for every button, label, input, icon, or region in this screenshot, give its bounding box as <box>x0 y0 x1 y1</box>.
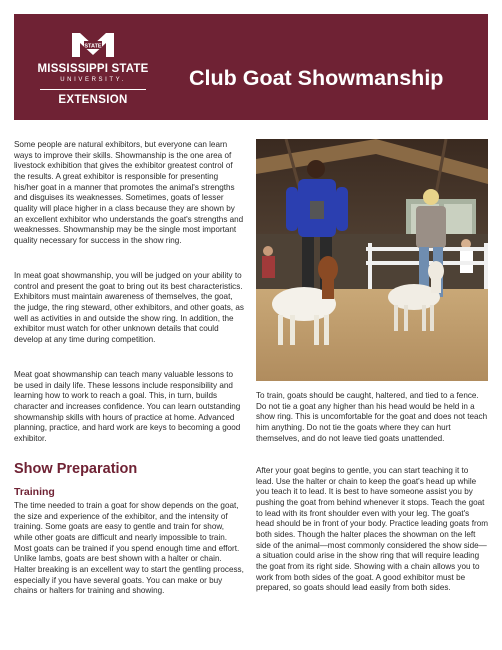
logo-divider <box>40 89 146 90</box>
m-state-logo-mark-icon <box>70 29 116 61</box>
intro-paragraph-3: Meat goat showmanship can teach many valuable lessons to be used in daily life. These lessons include responsibility and learning how to work to reach a goal. This, in turn, builds character and increases confidence. You can learn outstanding showmanship skills with hours of practice at home. Advanced planning, practice, and hard work are keys to becoming a good exhibitor. <box>14 370 241 443</box>
page-title: Club Goat Showmanship <box>189 66 444 90</box>
msu-extension-logo[interactable] <box>34 29 152 109</box>
intro-paragraph-1: Some people are natural exhibitors, but everyone can learn ways to improve their skills. Showmanship is the one area of livestock exhibition that gives the exhibitor greatest control of the results. A great exhibitor is responsible for presenting his/her goat in a manner that promotes the animal's strengths and disguises its weaknesses. Sometimes, goats of lesser quality will place higher in a class because they are shown by an excellent exhibitor who understands the goat's strengths and weaknesses. Showmanship may be the single most important quality necessary for success in the show ring. <box>14 140 244 245</box>
intro-paragraph-2: In meat goat showmanship, you will be judged on your ability to control and present the goat to bring out its best characteristics. Exhibitors must maintain awareness of themselves, the goat, the judge, the ring steward, other exhibitors, and other goats, as well as activities in and outside the show ring. In addition, the exhibitor must watch for other unknown details that could develop at any time during competition. <box>14 271 244 344</box>
show-ring-image <box>256 139 488 381</box>
right-paragraph-1: To train, goats should be caught, haltered, and tied to a fence. Do not tie a goat any higher than his head would be held in a show ring. This is uncomfortable for the goat and does not teach him anything. Do not tie the goats where they can hurt themselves, and do not leave tied goats unattended. <box>256 391 488 443</box>
section-heading-show-preparation: Show Preparation <box>14 461 138 477</box>
logo-university-name: MISSISSIPPI STATE <box>37 63 149 75</box>
logo-extension-label: EXTENSION <box>58 94 128 106</box>
goat-showmanship-photo <box>256 139 488 381</box>
header-banner <box>14 14 488 120</box>
svg-text:STATE: STATE <box>84 43 102 50</box>
logo-university-word: UNIVERSITY. <box>60 77 126 83</box>
subheading-training: Training <box>14 486 55 498</box>
right-paragraph-2: After your goat begins to gentle, you can start teaching it to lead. Use the halter or chain to keep the goat's head up while you teach it to lead. It is best to have someone assist you by pushing the goat from behind whenever it stops. Teach the goat to lead with its front shoulder even with your leg. The goat's head should be in front of your body. Practice leading goats from both sides. Though the halter places the showman on the left side of the animal—most commonly considered the show side—a situation could arise in the show ring that will require leading the goat from its right side. Showing with a chain allows you to work from both sides of the goat. A good exhibitor must be prepared, so goats should lead easily from both sides. <box>256 466 489 593</box>
training-paragraph: The time needed to train a goat for show depends on the goat, the size and experience of the exhibitor, and the intensity of training. Some goats are easy to gentle and train for show, while other goats are difficult and nearly impossible to train. Most goats can be trained if you spend enough time and effort. Unlike lambs, goats are best shown with a halter or chain. Halter breaking is an excellent way to start the gentling process, especially if you have several goats. You can make or buy chains or halters for training and showing. <box>14 501 244 596</box>
